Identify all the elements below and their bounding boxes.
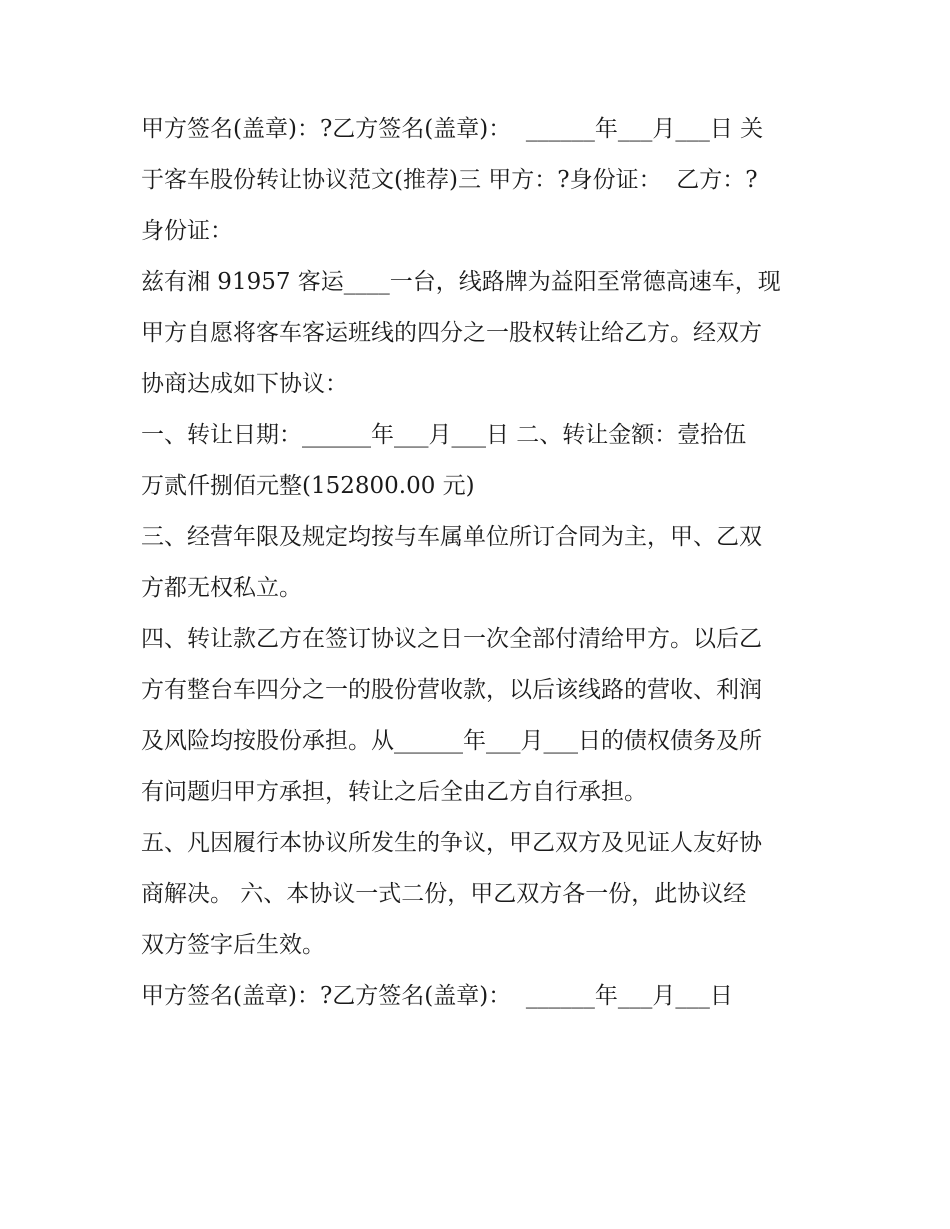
- paragraph-clause-1-2: [141, 410, 821, 512]
- text-line: 甲方自愿将客车客运班线的四分之一股权转让给乙方。经双方: [141, 320, 762, 346]
- paragraph-clause-5-6: [141, 818, 821, 971]
- paragraph-clause-3: [141, 512, 821, 614]
- text-line: 方都无权私立。: [141, 575, 302, 601]
- text-line: 万贰仟捌佰元整(152800.00 元): [141, 473, 475, 499]
- text-line: 甲方签名(盖章)：?乙方签名(盖章)： ______年___月___日: [141, 983, 733, 1009]
- paragraph-intro: [141, 257, 821, 410]
- text-line: 及风险均按股份承担。从______年___月___日的债权债务及所: [141, 728, 762, 754]
- document-body: [141, 104, 821, 1022]
- text-line: 有问题归甲方承担，转让之后全由乙方自行承担。: [141, 779, 647, 805]
- text-line: 甲方签名(盖章)：?乙方签名(盖章)： ______年___月___日 关: [141, 116, 764, 142]
- text-line: 五、凡因履行本协议所发生的争议，甲乙双方及见证人友好协: [141, 830, 762, 856]
- paragraph-signature-footer: [141, 971, 821, 1022]
- text-line: 商解决。 六、本协议一式二份，甲乙双方各一份，此协议经: [141, 881, 747, 907]
- text-line: 三、经营年限及规定均按与车属单位所订合同为主，甲、乙双: [141, 524, 762, 550]
- text-line: 方有整台车四分之一的股份营收款，以后该线路的营收、利润: [141, 677, 762, 703]
- paragraph-clause-4: [141, 614, 821, 818]
- text-line: 于客车股份转让协议范文(推荐)三 甲方：?身份证： 乙方：?: [141, 167, 758, 193]
- text-line: 四、转让款乙方在签订协议之日一次全部付清给甲方。以后乙: [141, 626, 762, 652]
- text-line: 一、转让日期：______年___月___日 二、转让金额：壹拾伍: [141, 422, 747, 448]
- text-line: 身份证：: [141, 218, 233, 244]
- paragraph-signature-header: [141, 104, 821, 257]
- text-line: 兹有湘 91957 客运____一台，线路牌为益阳至常德高速车，现: [141, 269, 781, 295]
- text-line: 双方签字后生效。: [141, 932, 325, 958]
- text-line: 协商达成如下协议：: [141, 371, 348, 397]
